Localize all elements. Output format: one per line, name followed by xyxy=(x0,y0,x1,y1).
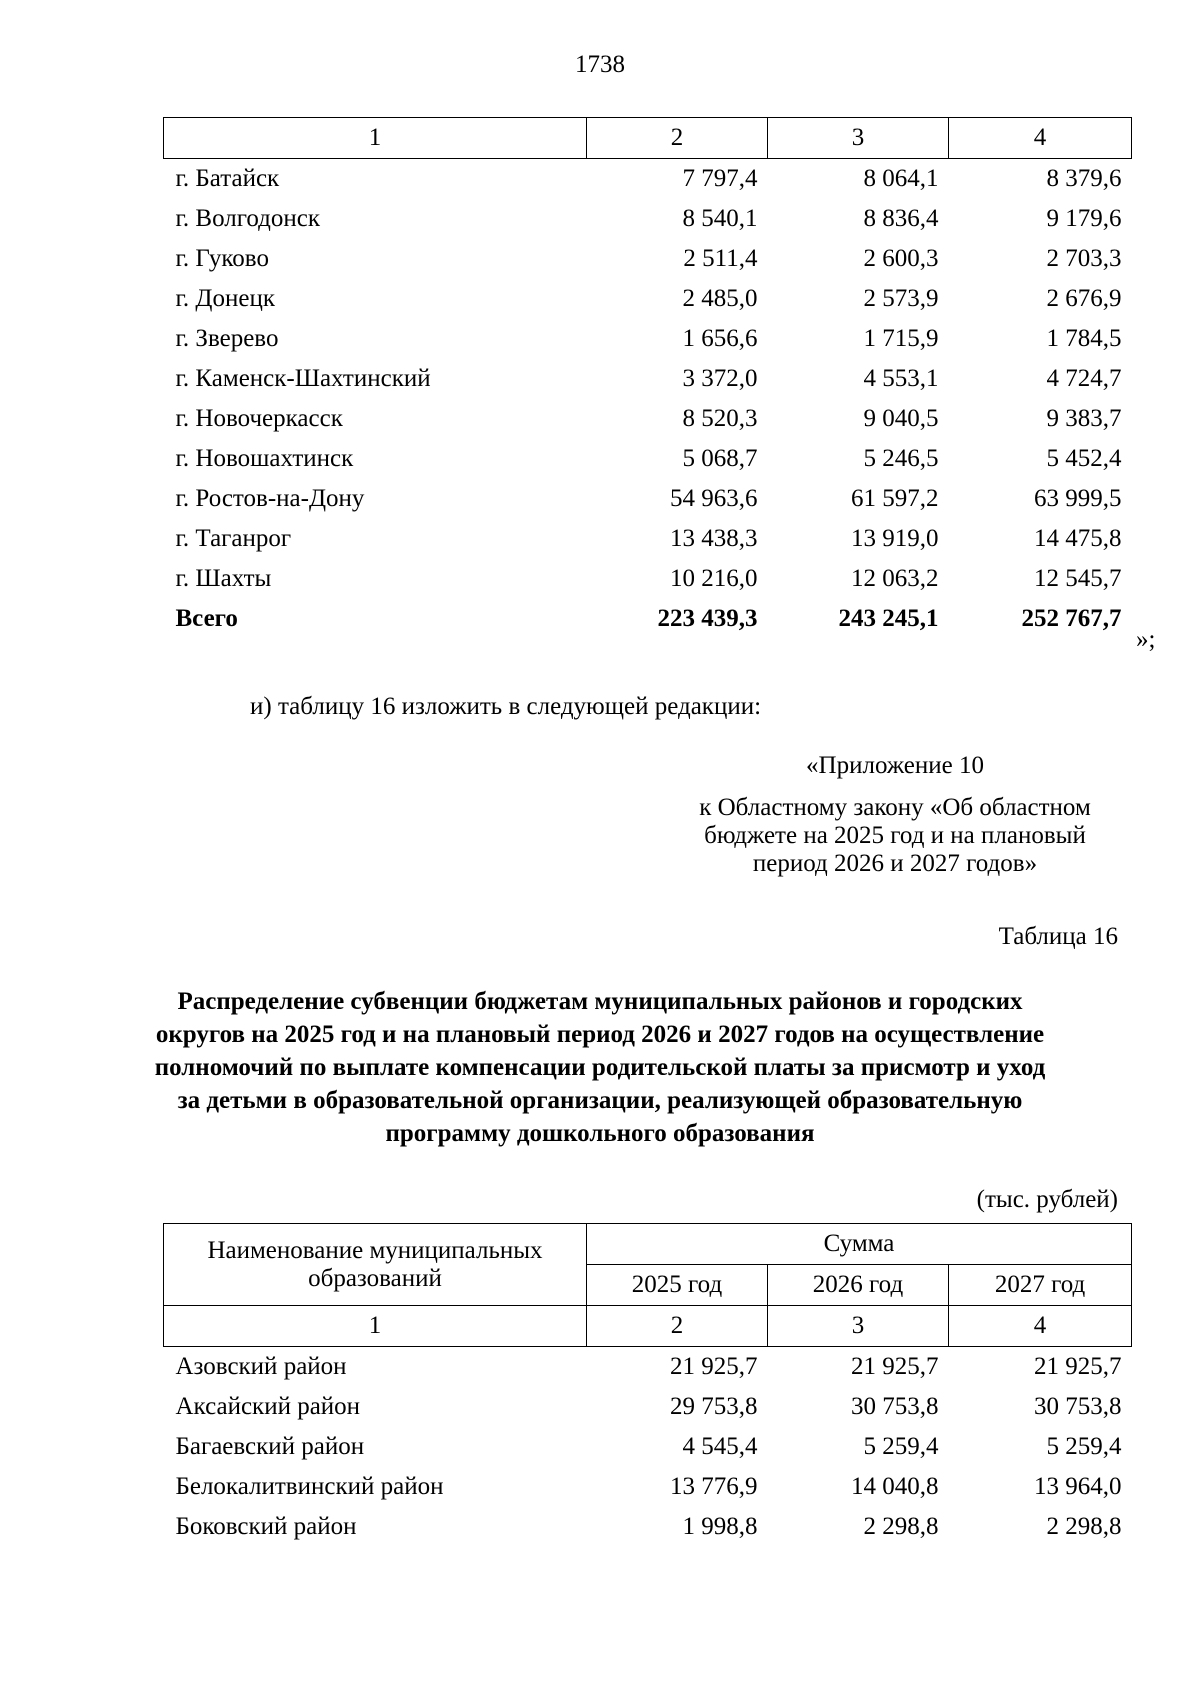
row-name: Азовский район xyxy=(175,1353,347,1380)
value-2025: 13 438,3 xyxy=(670,525,758,552)
header-name-cell xyxy=(164,1224,587,1306)
row-name: Боковский район xyxy=(175,1513,357,1540)
value-2026: 2 600,3 xyxy=(863,245,939,272)
value-2026: 21 925,7 xyxy=(851,1353,939,1380)
table-row xyxy=(164,359,1132,399)
value-2025: 8 540,1 xyxy=(682,205,758,232)
row-name: г. Волгодонск xyxy=(175,205,321,232)
table-row xyxy=(164,1507,1132,1547)
table-total-row xyxy=(164,599,1132,639)
document-title: Распределение субвенции бюджетам муниципальных районов и городских округов на 2025 год и на плановый период 2026 и 2027 годов на осуществление полномочий по выплате компенсации родительской платы за присмотр и уход за детьми в образовательной организации, реализующей образовательную программу дошкольного образования xyxy=(154,988,1046,1147)
value-2025: 10 216,0 xyxy=(670,565,758,592)
value-2025: 3 372,0 xyxy=(682,365,758,392)
value-2025: 223 439,3 xyxy=(657,605,758,632)
value-2027: 63 999,5 xyxy=(1034,485,1122,512)
value-2027: 13 964,0 xyxy=(1034,1473,1122,1500)
table-row xyxy=(164,479,1132,519)
table-row xyxy=(164,239,1132,279)
value-2027: 2 703,3 xyxy=(1046,245,1122,272)
row-name: Всего xyxy=(175,605,238,632)
header-col-3: 3 xyxy=(768,118,949,159)
header-col-2: 2 xyxy=(587,1306,768,1347)
value-2027: 8 379,6 xyxy=(1046,165,1122,192)
instruction-paragraph: и) таблицу 16 изложить в следующей редакции: xyxy=(250,693,762,720)
value-2025: 21 925,7 xyxy=(670,1353,758,1380)
table-districts xyxy=(163,1223,1132,1547)
row-name: Аксайский район xyxy=(175,1393,361,1420)
row-name: г. Зверево xyxy=(175,325,279,352)
appendix-line: период 2026 и 2027 годов» xyxy=(752,850,1038,877)
value-2025: 2 511,4 xyxy=(683,245,758,272)
header-year-2025: 2025 год xyxy=(587,1265,768,1306)
value-2027: 12 545,7 xyxy=(1034,565,1122,592)
value-2026: 14 040,8 xyxy=(851,1473,939,1500)
value-2027: 9 383,7 xyxy=(1046,405,1122,432)
header-col-4: 4 xyxy=(949,118,1132,159)
row-name: г. Каменск-Шахтинский xyxy=(175,365,431,392)
value-2026: 4 553,1 xyxy=(863,365,939,392)
value-2027: 14 475,8 xyxy=(1034,525,1122,552)
value-2025: 8 520,3 xyxy=(682,405,758,432)
value-2025: 54 963,6 xyxy=(670,485,758,512)
value-2026: 9 040,5 xyxy=(863,405,939,432)
appendix-line: к Областному закону «Об областном xyxy=(699,794,1091,821)
value-2025: 4 545,4 xyxy=(682,1433,758,1460)
value-2026: 12 063,2 xyxy=(851,565,939,592)
value-2026: 13 919,0 xyxy=(851,525,939,552)
table-row xyxy=(164,399,1132,439)
header-name-line: образований xyxy=(308,1264,442,1292)
row-name: г. Новошахтинск xyxy=(175,445,354,472)
value-2026: 8 836,4 xyxy=(863,205,939,232)
row-name: г. Шахты xyxy=(175,565,272,592)
value-2027: 21 925,7 xyxy=(1034,1353,1122,1380)
value-2027: 9 179,6 xyxy=(1046,205,1122,232)
table-column-numbers-row xyxy=(164,1306,1132,1347)
value-2025: 13 776,9 xyxy=(670,1473,758,1500)
row-name: г. Батайск xyxy=(175,165,280,192)
value-2026: 2 298,8 xyxy=(863,1513,939,1540)
header-year-2027: 2027 год xyxy=(949,1265,1132,1306)
value-2026: 30 753,8 xyxy=(851,1393,939,1420)
value-2026: 5 259,4 xyxy=(863,1433,939,1460)
value-2027: 252 767,7 xyxy=(1021,605,1122,632)
table-row xyxy=(164,279,1132,319)
header-sum: Сумма xyxy=(587,1224,1132,1265)
row-name: г. Таганрог xyxy=(175,525,292,552)
value-2026: 61 597,2 xyxy=(851,485,939,512)
table-row xyxy=(164,1467,1132,1507)
header-col-1: 1 xyxy=(164,1306,587,1347)
page-number: 1738 xyxy=(575,51,625,78)
table-row xyxy=(164,319,1132,359)
value-2025: 7 797,4 xyxy=(682,165,758,192)
value-2026: 1 715,9 xyxy=(863,325,939,352)
value-2027: 2 298,8 xyxy=(1046,1513,1122,1540)
value-2027: 30 753,8 xyxy=(1034,1393,1122,1420)
row-name: г. Новочеркасск xyxy=(175,405,343,432)
row-name: Багаевский район xyxy=(175,1433,365,1460)
units-label: (тыс. рублей) xyxy=(976,1186,1118,1213)
table-cities xyxy=(163,117,1132,639)
table-row xyxy=(164,559,1132,599)
table-row xyxy=(164,1347,1132,1388)
value-2025: 1 656,6 xyxy=(682,325,758,352)
appendix-block xyxy=(645,752,1145,878)
value-2027: 1 784,5 xyxy=(1046,325,1122,352)
row-name: г. Гуково xyxy=(175,245,269,272)
header-col-4: 4 xyxy=(949,1306,1132,1347)
table-header-row xyxy=(164,118,1132,159)
header-col-3: 3 xyxy=(768,1306,949,1347)
appendix-title: «Приложение 10 xyxy=(806,752,984,779)
table-row xyxy=(164,159,1132,200)
table-row xyxy=(164,1387,1132,1427)
table-header-row xyxy=(164,1224,1132,1265)
row-name: г. Ростов-на-Дону xyxy=(175,485,365,512)
table-row xyxy=(164,439,1132,479)
header-name-line: Наименование муниципальных xyxy=(207,1236,543,1264)
header-year-2026: 2026 год xyxy=(768,1265,949,1306)
appendix-line: бюджете на 2025 год и на плановый xyxy=(704,822,1086,849)
value-2027: 2 676,9 xyxy=(1046,285,1122,312)
row-name: г. Донецк xyxy=(175,285,275,312)
closing-quote-mark: »; xyxy=(1136,626,1156,653)
table-row xyxy=(164,519,1132,559)
value-2026: 243 245,1 xyxy=(838,605,939,632)
table-caption: Таблица 16 xyxy=(998,923,1118,950)
value-2025: 1 998,8 xyxy=(682,1513,758,1540)
table-row xyxy=(164,1427,1132,1467)
value-2025: 2 485,0 xyxy=(682,285,758,312)
value-2026: 8 064,1 xyxy=(863,165,939,192)
value-2025: 29 753,8 xyxy=(670,1393,758,1420)
row-name: Белокалитвинский район xyxy=(175,1473,444,1500)
table-row xyxy=(164,199,1132,239)
value-2027: 5 259,4 xyxy=(1046,1433,1122,1460)
value-2026: 5 246,5 xyxy=(863,445,939,472)
value-2027: 5 452,4 xyxy=(1046,445,1122,472)
header-col-2: 2 xyxy=(587,118,768,159)
value-2025: 5 068,7 xyxy=(682,445,758,472)
header-col-1: 1 xyxy=(164,118,587,159)
value-2027: 4 724,7 xyxy=(1046,365,1122,392)
value-2026: 2 573,9 xyxy=(863,285,939,312)
